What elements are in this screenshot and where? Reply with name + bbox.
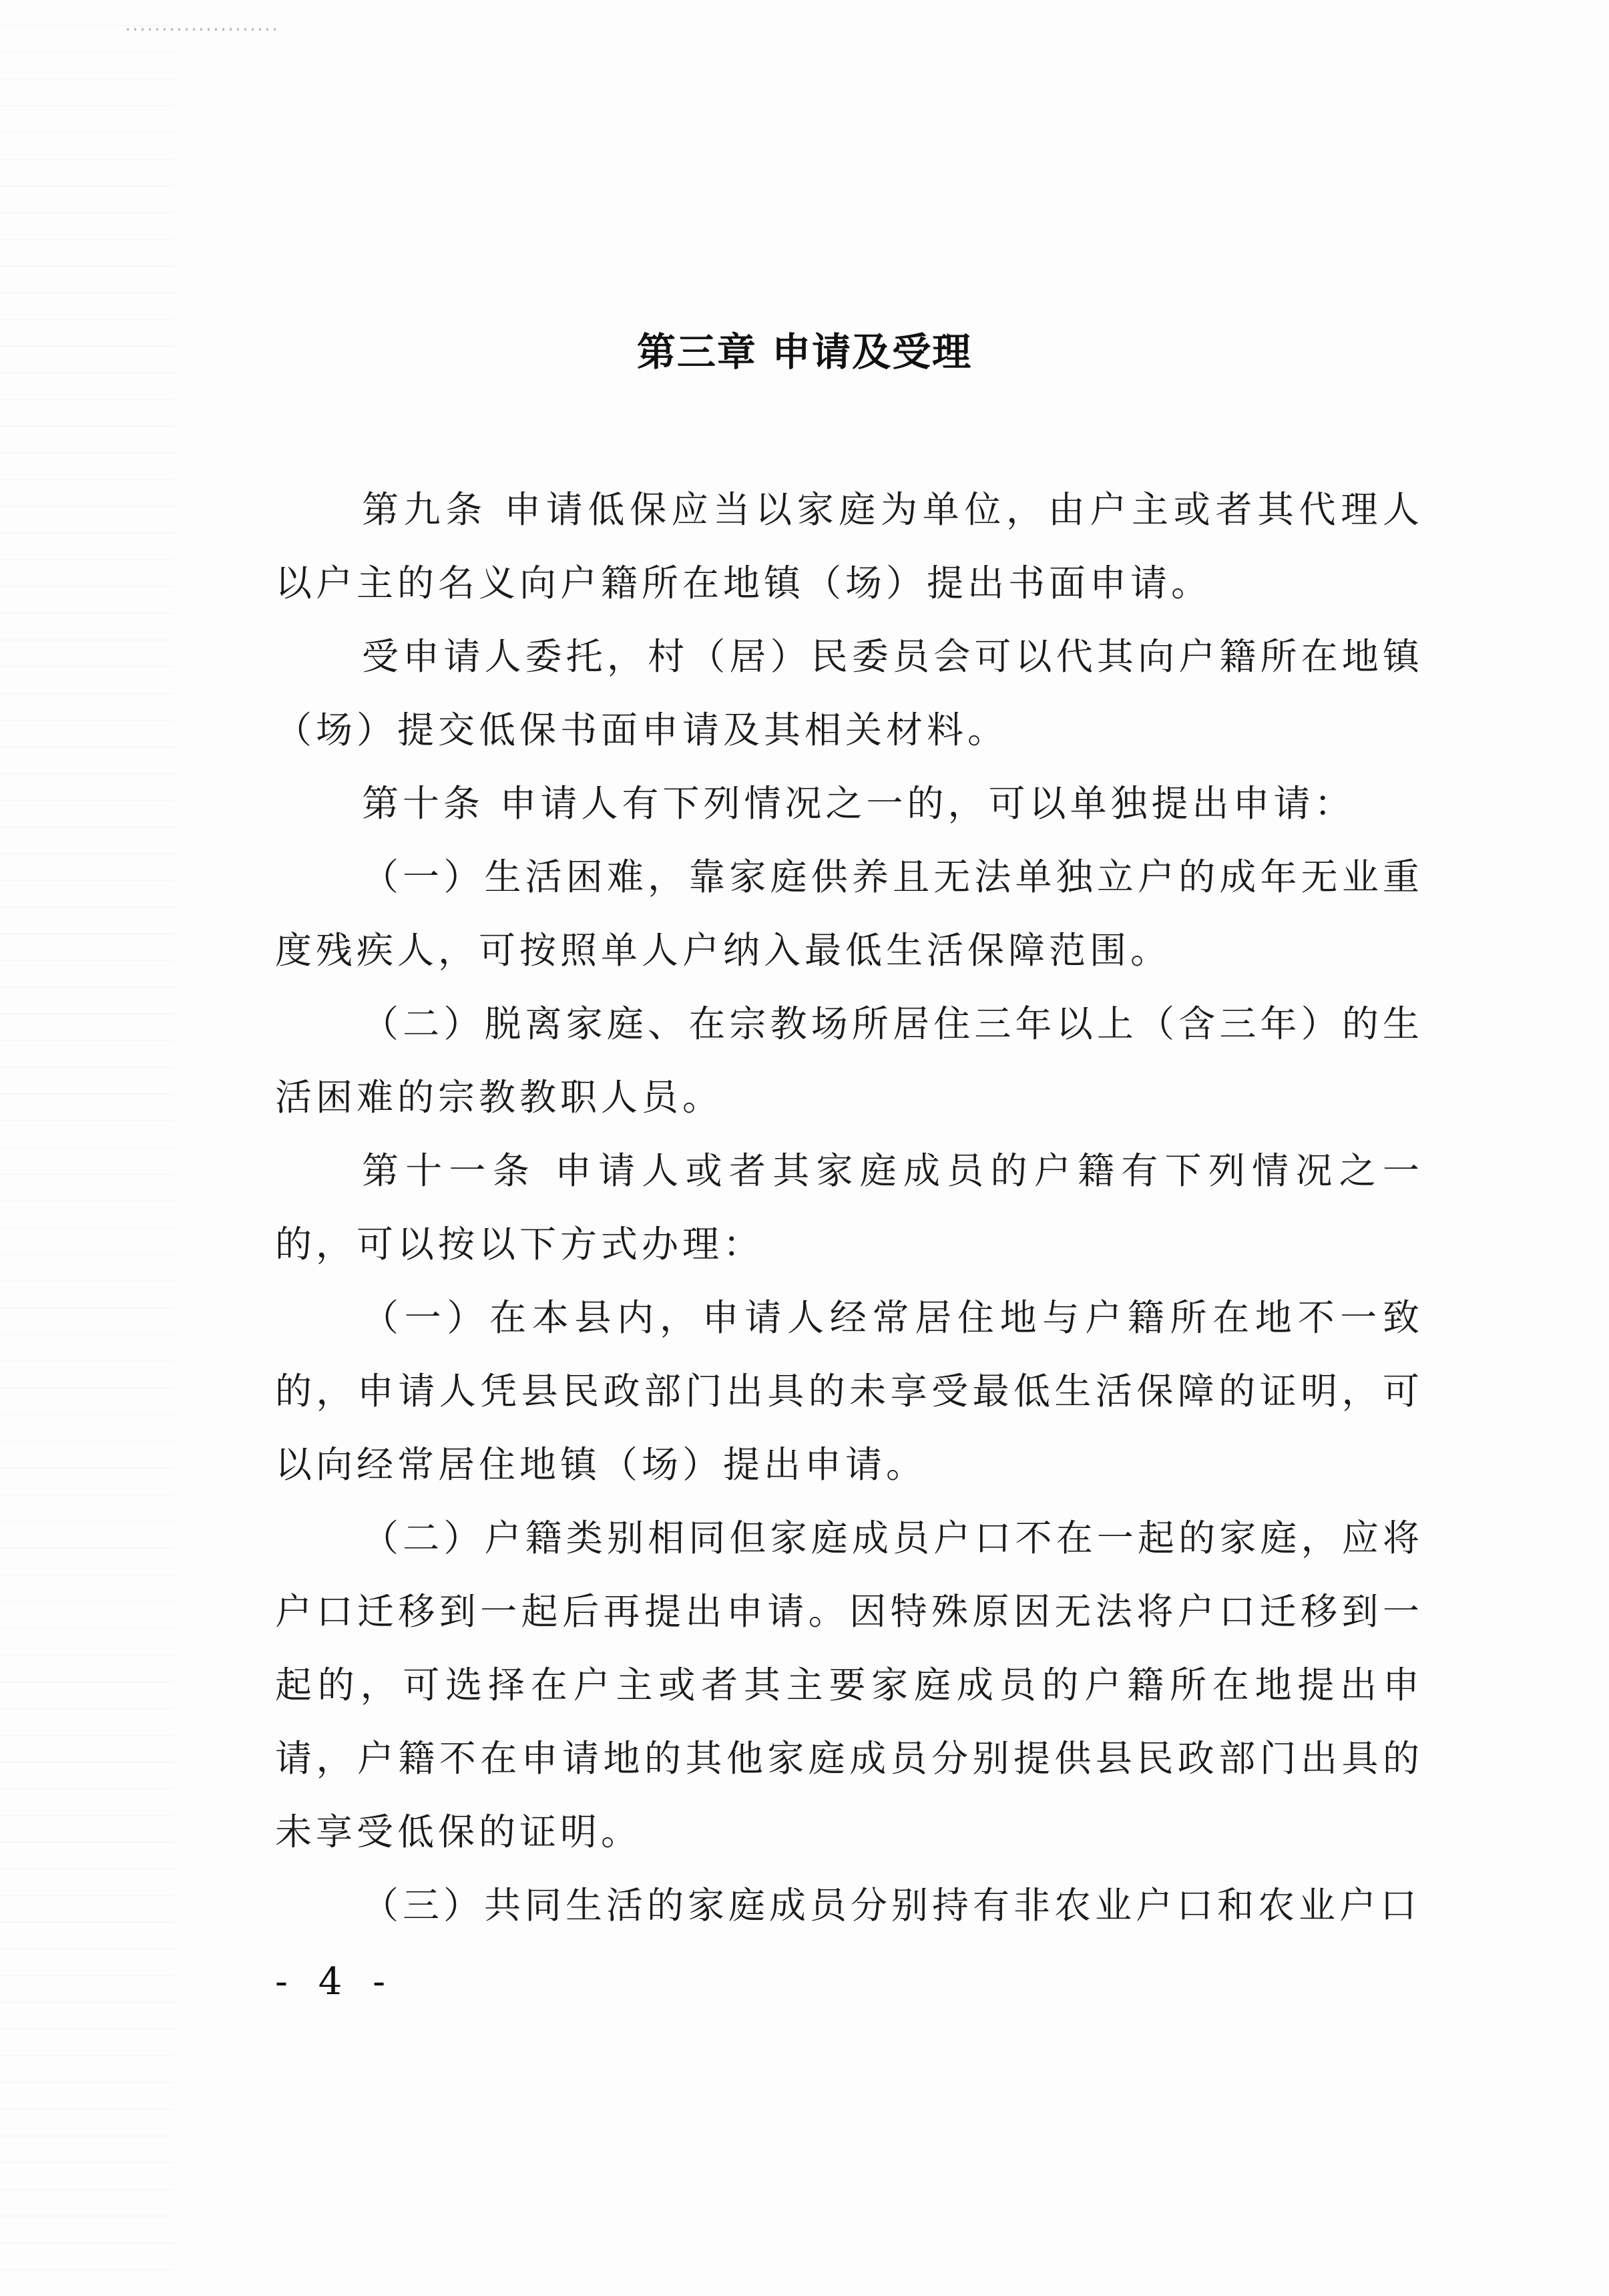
article-9-entrust-paragraph: 受申请人委托，村（居）民委员会可以代其向户籍所在地镇（场）提交低保书面申请及其相关材料。 bbox=[275, 635, 1423, 751]
article-10-item-2: （二）脱离家庭、在宗教场所居住三年以上（含三年）的生活困难的宗教教职人员。 bbox=[275, 1002, 1423, 1119]
article-10-item-1: （一）生活困难，靠家庭供养且无法单独立户的成年无业重度残疾人，可按照单人户纳入最低生活保障范围。 bbox=[275, 855, 1423, 972]
chapter-title: 第三章 申请及受理 bbox=[636, 329, 973, 375]
article-10-paragraph: 第十条 申请人有下列情况之一的，可以单独提出申请： bbox=[362, 782, 1355, 825]
article-9-paragraph: 第九条 申请低保应当以家庭为单位，由户主或者其代理人以户主的名义向户籍所在地镇（场）提出书面申请。 bbox=[275, 488, 1423, 604]
article-11-paragraph: 第十一条 申请人或者其家庭成员的户籍有下列情况之一的，可以按以下方式办理： bbox=[275, 1149, 1423, 1266]
article-11-item-1: （一）在本县内，申请人经常居住地与户籍所在地不一致的，申请人凭县民政部门出具的未享受最低生活保障的证明，可以向经常居住地镇（场）提出申请。 bbox=[275, 1296, 1423, 1486]
document-body bbox=[275, 473, 1423, 1942]
scan-speckle bbox=[127, 28, 280, 31]
article-11-item-2: （二）户籍类别相同但家庭成员户口不在一起的家庭，应将户口迁移到一起后再提出申请。因特殊原因无法将户口迁移到一起的，可选择在户主或者其主要家庭成员的户籍所在地提出申请，户籍不在申请地的其他家庭成员分别提供县民政部门出具的未享受低保的证明。 bbox=[275, 1517, 1423, 1853]
page-number: - 4 - bbox=[275, 1960, 395, 2003]
article-11-item-3: （三）共同生活的家庭成员分别持有非农业户口和农业户口 bbox=[362, 1884, 1421, 1927]
